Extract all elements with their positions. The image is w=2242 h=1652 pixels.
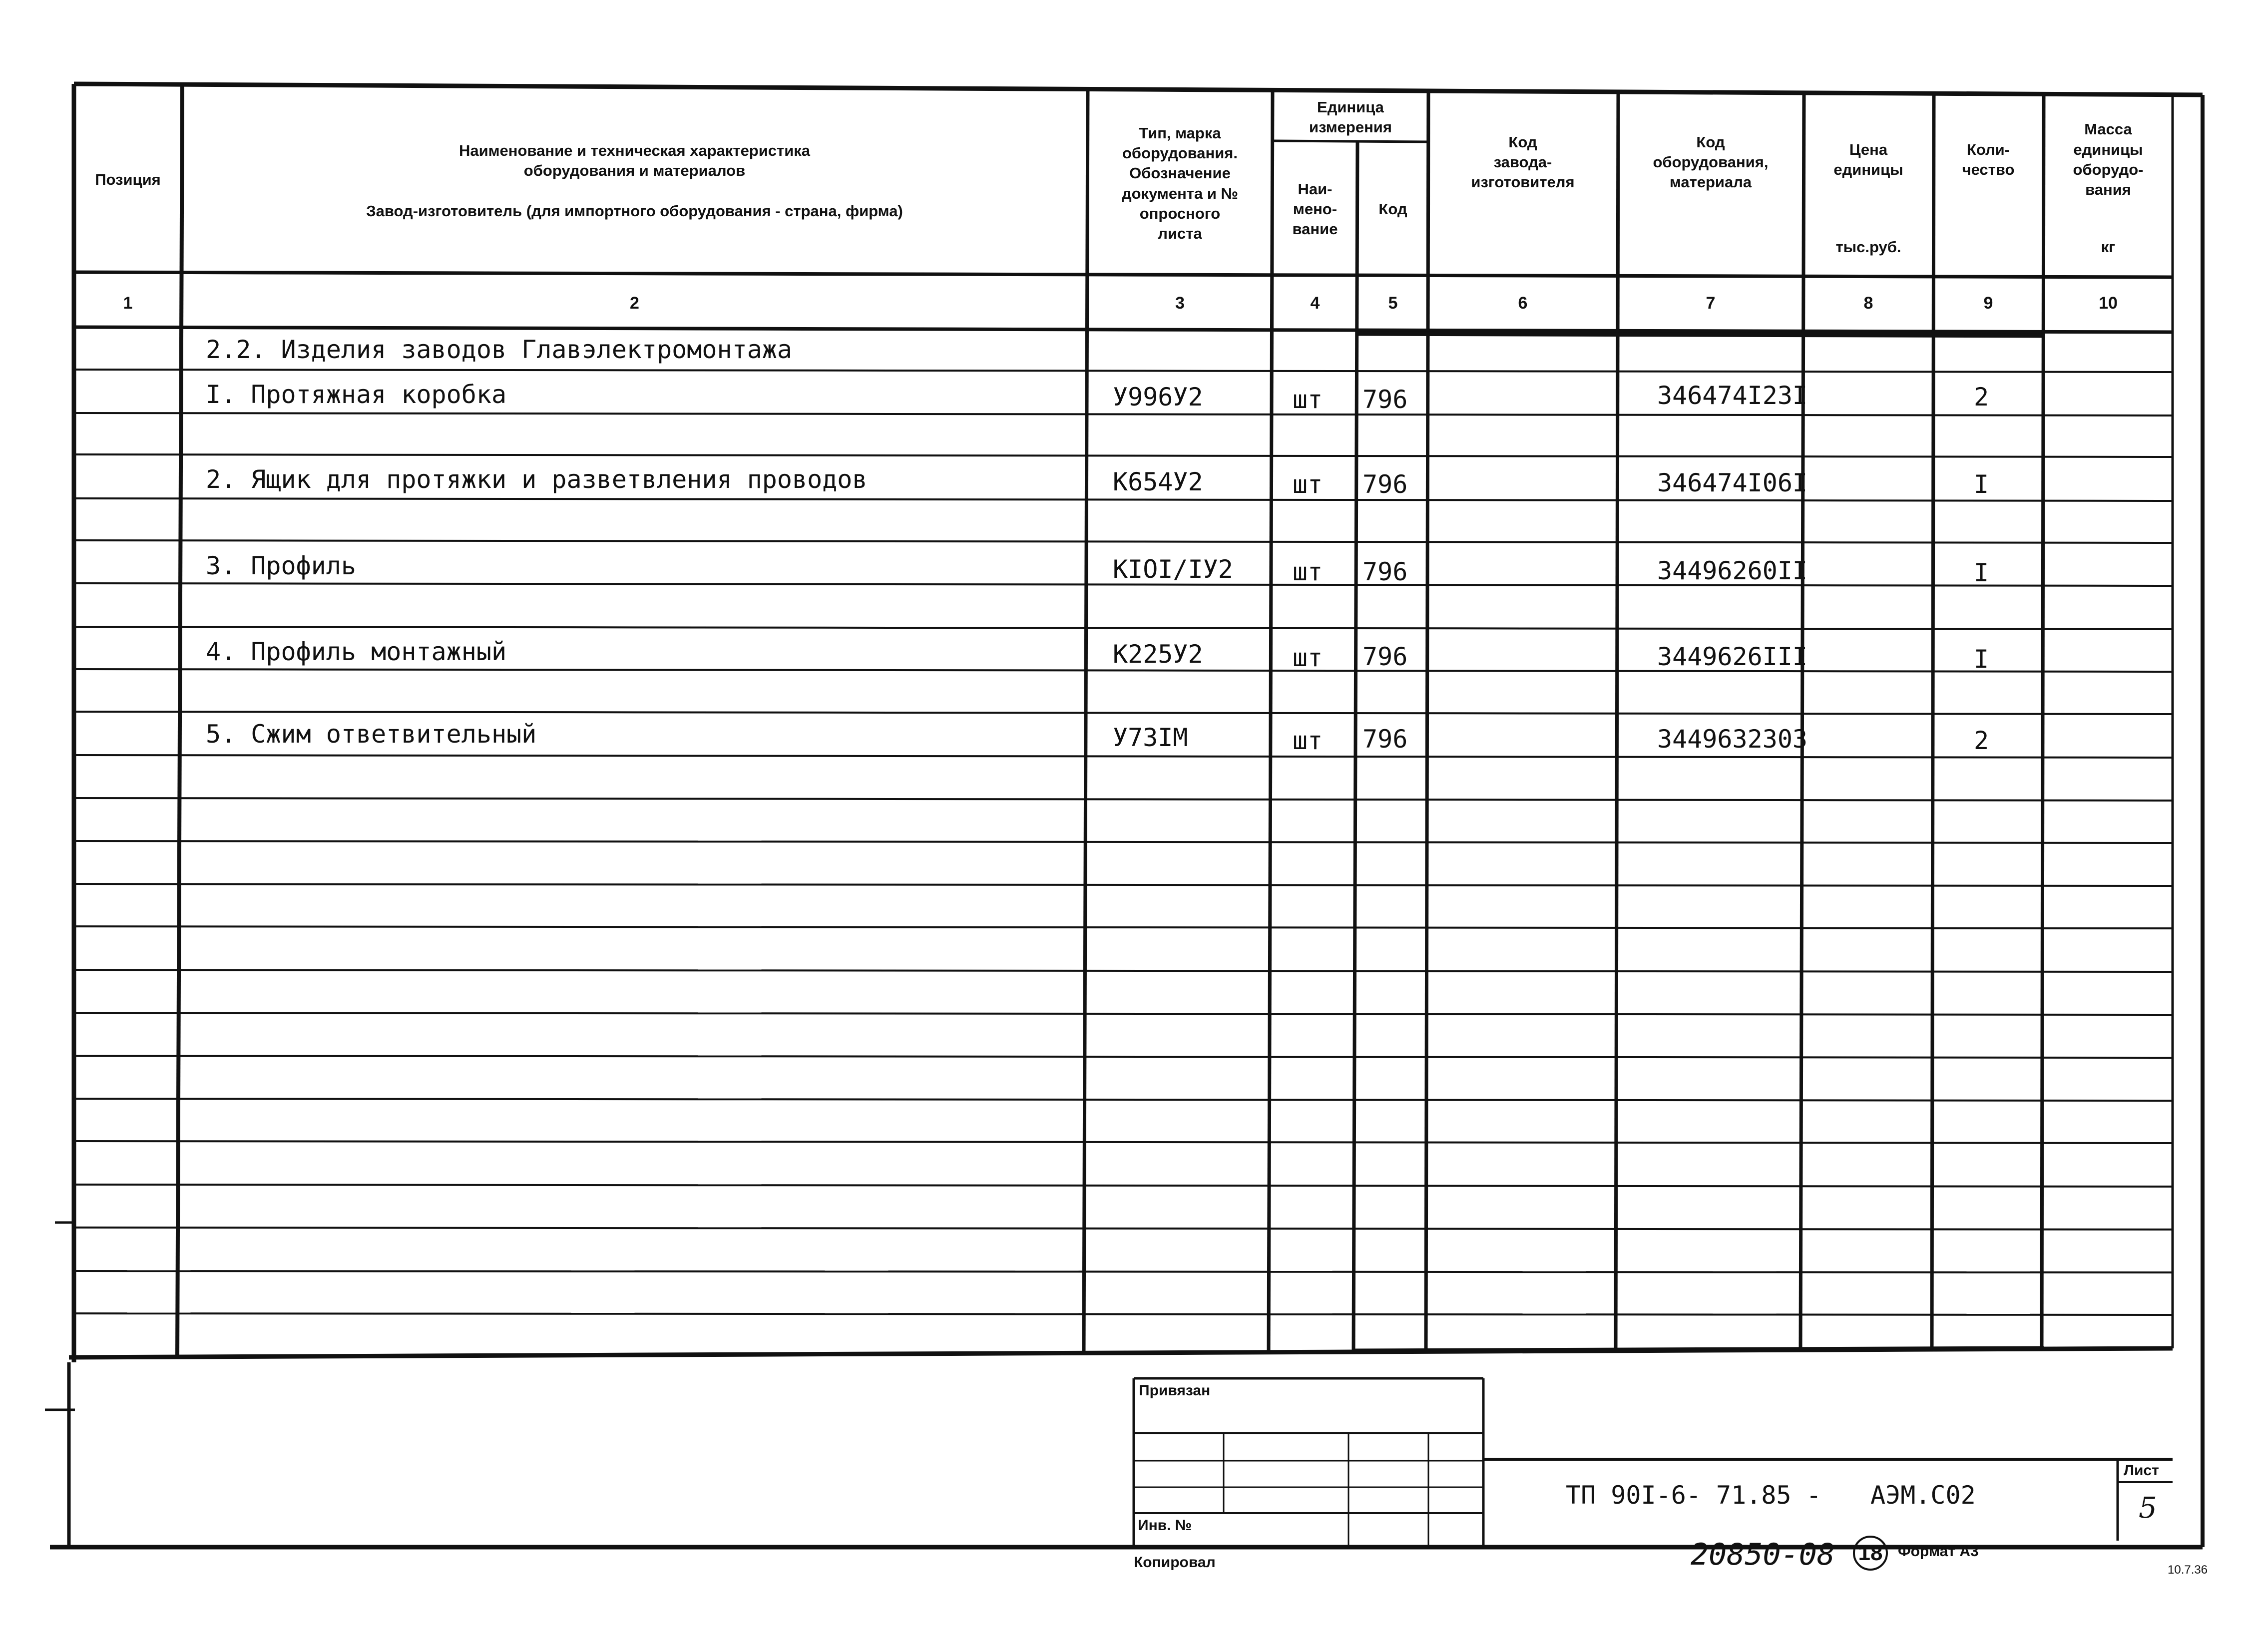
- circle-number: 18: [1853, 1536, 1888, 1571]
- item-name: 5. Сжим ответвительный: [206, 720, 537, 749]
- section-title: 2.2. Изделия заводов Главэлектромонтажа: [206, 335, 792, 364]
- header-unit-group: Единица измерения: [1309, 98, 1392, 136]
- item-unit-code: 796: [1362, 557, 1408, 586]
- item-unit-code: 796: [1362, 725, 1408, 754]
- item-unit: шт: [1293, 385, 1323, 414]
- header-type: Тип, марка оборудования. Обозначение документа и № опросного листа: [1121, 124, 1239, 243]
- item-unit: шт: [1293, 726, 1323, 755]
- item-unit-code: 796: [1362, 642, 1408, 671]
- column-number-3: 3: [1175, 294, 1185, 313]
- header-factory-code: Код завода- изготовителя: [1471, 133, 1575, 191]
- item-name: 3. Профиль: [206, 551, 357, 580]
- item-quantity: I: [1974, 470, 1989, 499]
- column-number-6: 6: [1518, 294, 1528, 313]
- copied-label: Копировал: [1134, 1554, 1216, 1571]
- column-number-9: 9: [1983, 294, 1993, 313]
- column-number-5: 5: [1388, 294, 1398, 313]
- item-quantity: I: [1974, 645, 1989, 674]
- corner-note: 10.7.36: [2168, 1563, 2208, 1577]
- item-type: К225У2: [1113, 640, 1203, 669]
- item-code: 3449632303: [1657, 725, 1808, 754]
- column-number-7: 7: [1706, 294, 1716, 313]
- stamp-lines: [69, 1348, 2173, 1547]
- header-price-unit: тыс.руб.: [1835, 238, 1901, 256]
- item-code: 346474I06I: [1657, 468, 1808, 497]
- document-code: ТП 90I-6- 71.85 -: [1566, 1481, 1821, 1510]
- item-quantity: 2: [1974, 383, 1989, 412]
- format-label: Формат А3: [1898, 1543, 1979, 1560]
- header-unit-code: Код: [1378, 200, 1407, 218]
- document-suffix: АЭМ.С02: [1870, 1481, 1976, 1510]
- header-unit-name: Наи- мено- вание: [1292, 180, 1338, 238]
- header-unit-price: Цена единицы: [1833, 140, 1903, 178]
- header-mass: Масса единицы оборудо- вания: [2073, 120, 2144, 199]
- column-number-10: 10: [2099, 294, 2118, 313]
- item-type: КIОI/IУ2: [1113, 555, 1233, 584]
- sheet-number: 5: [2139, 1491, 2157, 1525]
- item-code: 346474I23I: [1657, 381, 1808, 410]
- header-quantity: Коли- чество: [1962, 140, 2015, 178]
- item-name: 4. Профиль монтажный: [206, 637, 507, 666]
- item-code: 3449626III: [1657, 642, 1808, 671]
- item-unit: шт: [1293, 557, 1323, 586]
- archive-number: 20850-08: [1691, 1537, 1835, 1572]
- item-unit: шт: [1293, 643, 1323, 672]
- header-name: Наименование и техническая характеристика оборудования и материалов Завод-изготовитель (для импортного оборудования - страна, фирма): [366, 141, 903, 220]
- item-name: 2. Ящик для протяжки и разветвления проводов: [206, 465, 868, 494]
- item-unit-code: 796: [1362, 470, 1408, 499]
- item-name: I. Протяжная коробка: [206, 380, 507, 409]
- attached-label: Привязан: [1139, 1382, 1211, 1399]
- item-type: У73IМ: [1113, 723, 1188, 752]
- inventory-number-label: Инв. №: [1138, 1517, 1192, 1534]
- item-code: 34496260II: [1657, 556, 1808, 585]
- item-quantity: 2: [1974, 726, 1989, 755]
- column-number-8: 8: [1863, 294, 1873, 313]
- column-number-2: 2: [630, 294, 639, 313]
- item-unit-code: 796: [1362, 385, 1408, 414]
- column-number-4: 4: [1310, 294, 1320, 313]
- header-equipment-code: Код оборудования, материала: [1653, 133, 1769, 191]
- item-quantity: I: [1974, 558, 1989, 587]
- item-type: У996У2: [1113, 383, 1203, 412]
- item-type: К654У2: [1113, 467, 1203, 496]
- column-number-1: 1: [123, 294, 133, 313]
- header-position: Позиция: [95, 170, 161, 188]
- row-lines: [74, 370, 2173, 1315]
- item-unit: шт: [1293, 470, 1323, 499]
- header-mass-unit: кг: [2101, 238, 2116, 256]
- sheet-label: Лист: [2124, 1462, 2159, 1479]
